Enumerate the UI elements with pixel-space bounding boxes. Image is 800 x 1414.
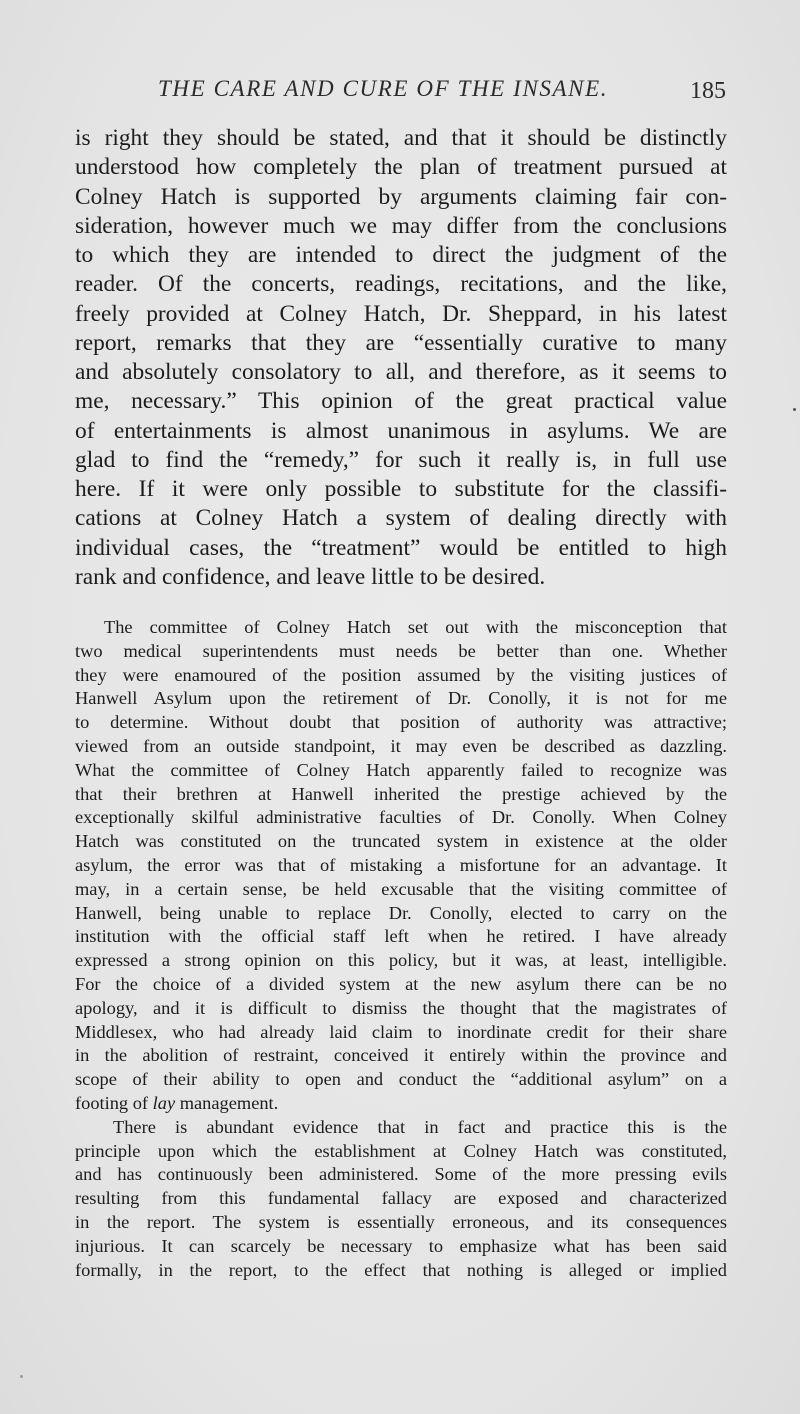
commentary-line: resulting from this fundamental fallacy are exposed and characterized — [75, 1188, 727, 1209]
commentary-line: For the choice of a divided system at the new asylum there can be no — [75, 973, 727, 994]
commentary-text-fragment: management. — [175, 1092, 279, 1113]
main-text-line: reader. Of the concerts, readings, recitations, and the like, — [75, 271, 727, 298]
commentary-line: two medical superintendents must needs be better than one. Whether — [75, 640, 727, 661]
commentary-line: apology, and it is difficult to dismiss the thought that the magistrates of — [75, 997, 727, 1018]
main-text-line: here. If it were only possible to substitute for the classifi- — [75, 476, 727, 502]
main-text-line: Colney Hatch is supported by arguments claiming fair con- — [75, 183, 727, 210]
main-text-line: is right they should be stated, and that it should be distinctly — [75, 125, 727, 151]
commentary-line: asylum, the error was that of mistaking a misfortune for an advantage. It — [75, 854, 727, 875]
commentary-line: to determine. Without doubt that position of authority was attractive; — [75, 712, 727, 733]
main-text-line: sideration, however much we may differ from the conclusions — [75, 212, 727, 239]
main-text-line: individual cases, the “treatment” would be entitled to high — [75, 534, 727, 561]
commentary-line: institution with the official staff left when he retired. I have already — [75, 926, 727, 947]
commentary-line: expressed a strong opinion on this policy, but it was, at least, intelligible. — [75, 950, 727, 971]
commentary-line: may, in a certain sense, be held excusable that the visiting committee of — [75, 878, 727, 899]
main-text-line: to which they are intended to direct the judgment of the — [75, 242, 727, 268]
commentary-line: in the report. The system is essentially erroneous, and its consequences — [75, 1211, 727, 1232]
commentary-line: The committee of Colney Hatch set out with the misconception that — [104, 617, 727, 637]
commentary-line: that their brethren at Hanwell inherited the prestige achieved by the — [75, 783, 727, 804]
commentary-line: viewed from an outside standpoint, it may even be described as dazzling. — [75, 735, 727, 756]
running-title: THE CARE AND CURE OF THE INSANE. — [158, 76, 609, 101]
commentary-text-fragment: footing of — [75, 1092, 153, 1113]
commentary-line: Hanwell, being unable to replace Dr. Conolly, elected to carry on the — [75, 902, 727, 923]
main-text-line: and absolutely consolatory to all, and therefore, as it seems to — [75, 359, 727, 385]
main-text-line: me, necessary.” This opinion of the great practical value — [75, 388, 727, 415]
main-text-paragraph — [75, 124, 727, 592]
main-text-line: glad to find the “remedy,” for such it really is, in full use — [75, 446, 727, 473]
paper-speck — [20, 1375, 23, 1378]
commentary-italic-word: lay — [152, 1092, 176, 1113]
commentary-line: Middlesex, who had already laid claim to inordinate credit for their share — [75, 1021, 727, 1042]
commentary-line: scope of their ability to open and conduct the “additional asylum” on a — [75, 1069, 727, 1090]
paper-speck — [793, 408, 796, 411]
commentary-line: they were enamoured of the position assumed by the visiting justices of — [75, 664, 727, 685]
commentary-line: in the abolition of restraint, conceived it entirely within the province and — [75, 1045, 727, 1066]
commentary-line: Hatch was constituted on the truncated system in existence at the older — [75, 831, 727, 852]
commentary-line: injurious. It can scarcely be necessary to emphasize what has been said — [75, 1235, 727, 1256]
commentary-line-last — [75, 1092, 727, 1116]
page-number: 185 — [690, 78, 726, 104]
main-text-line: report, remarks that they are “essentially curative to many — [75, 329, 727, 356]
commentary-line: What the committee of Colney Hatch apparently failed to recognize was — [75, 759, 727, 780]
commentary-line: principle upon which the establishment at Colney Hatch was constituted, — [75, 1140, 727, 1161]
commentary-line: formally, in the report, to the effect that nothing is alleged or implied — [75, 1259, 727, 1280]
commentary-text — [75, 616, 727, 1282]
main-text-line: of entertainments is almost unanimous in asylums. We are — [75, 417, 727, 444]
main-text-line: understood how completely the plan of treatment pursued at — [75, 154, 727, 181]
main-text-line: cations at Colney Hatch a system of dealing directly with — [75, 505, 727, 532]
commentary-line: and has continuously been administered. Some of the more pressing evils — [75, 1164, 727, 1185]
commentary-line: exceptionally skilful administrative faculties of Dr. Conolly. When Colney — [75, 807, 727, 828]
commentary-line: There is abundant evidence that in fact and practice this is the — [113, 1116, 727, 1137]
commentary-line: Hanwell Asylum upon the retirement of Dr. Conolly, it is not for me — [75, 688, 727, 709]
main-text-line: rank and confidence, and leave little to be desired. — [75, 563, 546, 590]
main-text-line: freely provided at Colney Hatch, Dr. Sheppard, in his latest — [75, 300, 727, 327]
